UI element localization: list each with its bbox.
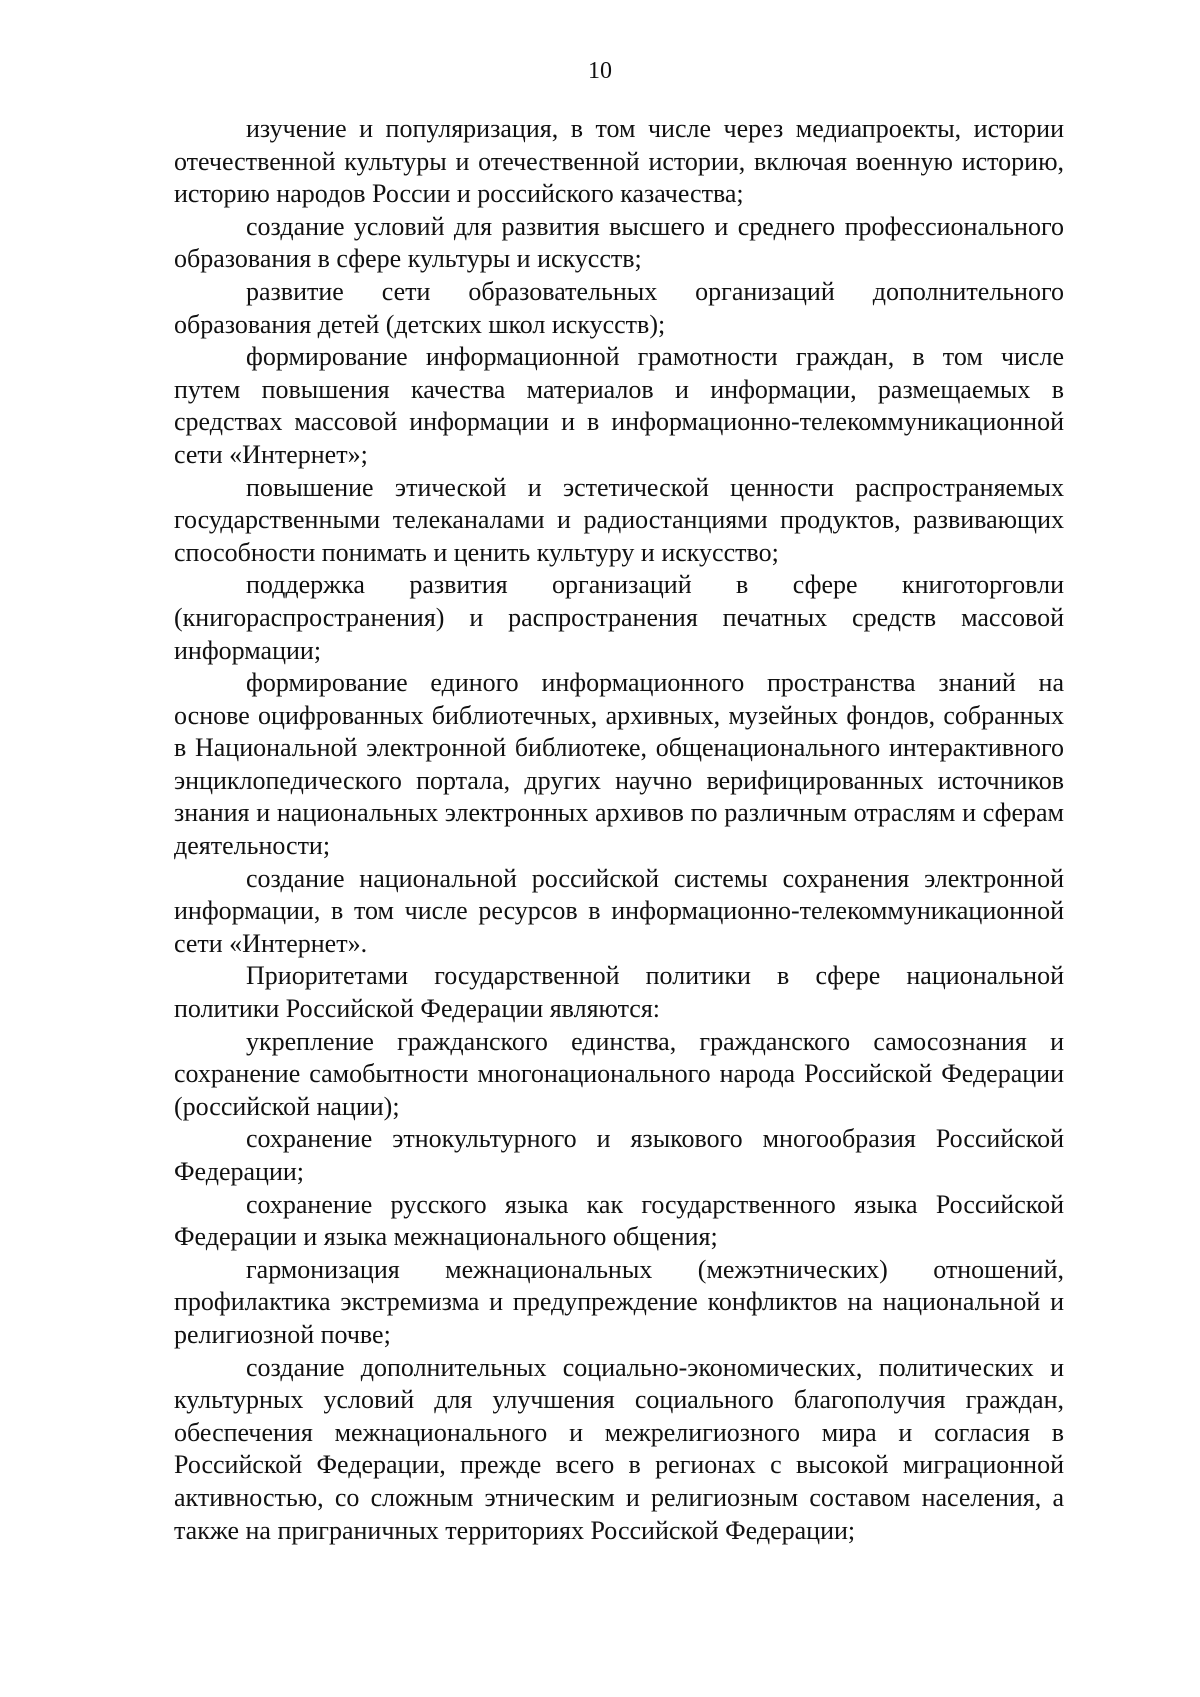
paragraph-14: создание дополнительных социально-экономических, политических и культурных условий для улучшения социального благополучия граждан, обеспечения межнационального и межрелигиозного мира и согласия в Российской Федерации, прежде всего в регионах с высокой миграционной активностью, со сложным этническим и религиозным составом населения, а также на приграничных территориях Российской Федерации; [174,1352,1064,1545]
paragraph-11: сохранение этнокультурного и языкового многообразия Российской Федерации; [174,1124,1064,1186]
paragraph-10: укрепление гражданского единства, гражданского самосознания и сохранение самобытности многонационального народа Российской Федерации (российской нации); [174,1026,1064,1121]
document-body [174,113,1064,1547]
paragraph-13: гармонизация межнациональных (межэтнических) отношений, профилактика экстремизма и предупреждение конфликтов на национальной и религиозной почве; [174,1254,1064,1349]
paragraph-9: Приоритетами государственной политики в сфере национальной политики Российской Федерации являются: [174,961,1064,1024]
paragraph-4: формирование информационной грамотности граждан, в том числе путем повышения качества материалов и информации, размещаемых в средствах массовой информации и в информационно-телекоммуникационной сети «Интернет»; [174,342,1064,469]
paragraph-8: создание национальной российской системы сохранения электронной информации, в том числе ресурсов в информационно-телекоммуникационной сети «Интернет». [174,863,1064,958]
paragraph-3: развитие сети образовательных организаций дополнительного образования детей (детских школ искусств); [174,276,1064,339]
paragraph-2: создание условий для развития высшего и среднего профессионального образования в сфере культуры и искусств; [174,211,1064,274]
paragraph-7: формирование единого информационного пространства знаний на основе оцифрованных библиотечных, архивных, музейных фондов, собранных в Национальной электронной библиотеке, общенационального интерактивного энциклопедического портала, других научно верифицированных источников знания и национальных электронных архивов по различным отраслям и сферам деятельности; [174,668,1064,861]
paragraph-12: сохранение русского языка как государственного языка Российской Федерации и языка межнационального общения; [174,1189,1064,1252]
paragraph-5: повышение этической и эстетической ценности распространяемых государственными телеканалами и радиостанциями продуктов, развивающих способности понимать и ценить культуру и искусство; [174,472,1064,567]
paragraph-6: поддержка развития организаций в сфере книготорговли (книгораспространения) и распространения печатных средств массовой информации; [174,570,1064,665]
page-number: 10 [588,58,612,84]
paragraph-1: изучение и популяризация, в том числе через медиапроекты, истории отечественной культуры и отечественной истории, включая военную историю, историю народов России и российского казачества; [174,114,1064,209]
